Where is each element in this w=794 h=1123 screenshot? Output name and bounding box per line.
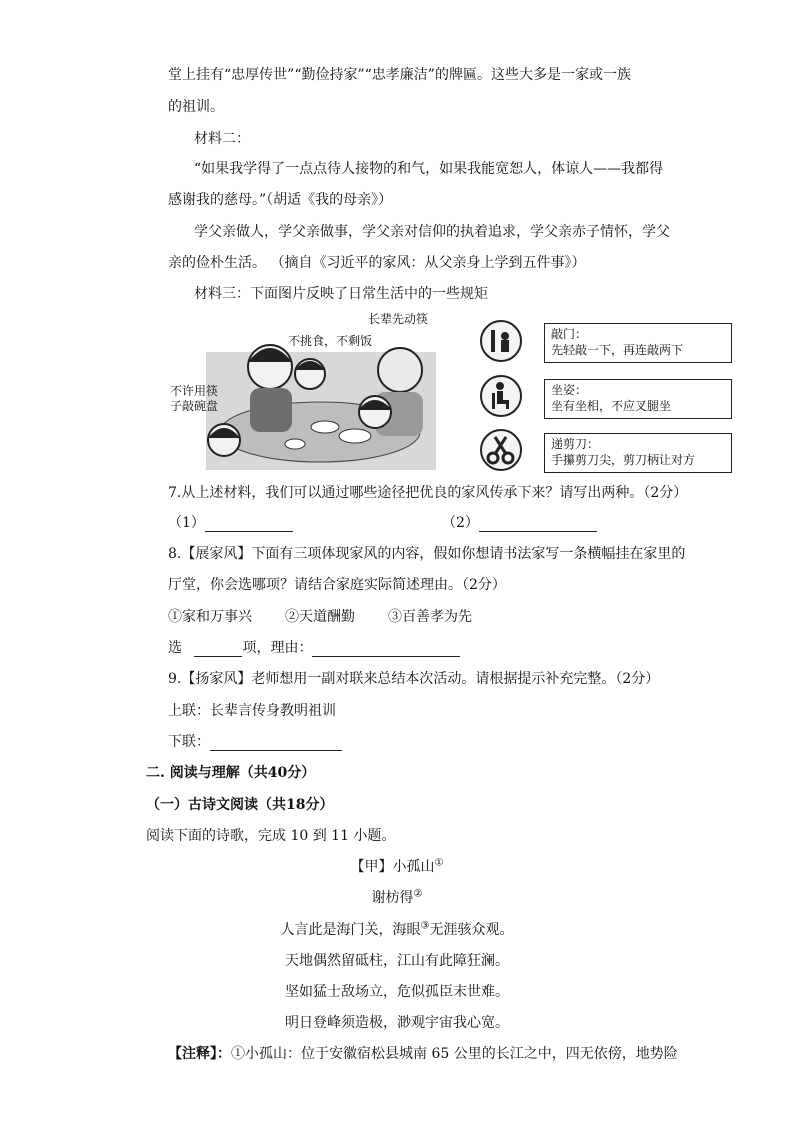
couplet-upper: 上联：长辈言传身教明祖训	[168, 703, 336, 719]
question-8: 厅堂，你会选哪项？请结合家庭实际简述理由。（2分）	[168, 577, 506, 593]
instruction: 阅读下面的诗歌，完成 10 到 11 小题。	[146, 828, 396, 844]
rule-text: 坐有坐相，不应叉腿坐	[551, 399, 672, 413]
material2-text: 学父亲做人，学父亲做事，学父亲对信仰的执着追求，学父亲赤子情怀，学父	[194, 224, 670, 240]
poem-line: 坚如猛士敌场立，危似孤臣末世难。	[285, 984, 509, 1000]
rule-box-scissors	[544, 433, 732, 473]
poem-line-text: 人言此是海门关，海眼	[280, 922, 421, 938]
section-title: 二. 阅读与理解（共40分）	[146, 765, 316, 781]
poem-line	[0, 921, 794, 939]
note-marker: ①	[434, 857, 444, 869]
q8-option: ①家和万事兴	[168, 609, 252, 625]
q8-answer-line	[168, 639, 460, 657]
q8-option: ③百善孝为先	[388, 609, 472, 625]
answer-blank[interactable]	[205, 517, 293, 532]
rule-box-sitting	[544, 379, 732, 419]
material1-line: 堂上挂有“忠厚传世”“勤俭持家”“忠孝廉洁”的牌匾。这些大多是一家或一族	[168, 67, 631, 83]
poem-line: 天地偶然留砥柱，江山有此障狂澜。	[285, 953, 509, 969]
couplet-lower	[168, 733, 342, 751]
note-marker: ②	[413, 888, 423, 900]
notes-text: ①小孤山：位于安徽宿松县城南 65 公里的长江之中，四无依傍，地势险	[231, 1046, 678, 1062]
q7-answer-2	[442, 514, 597, 532]
rule-box-knock	[544, 323, 732, 363]
answer-label: （2）	[442, 515, 479, 531]
door-knock-icon	[480, 320, 522, 362]
question-7: 7.从上述材料，我们可以通过哪些途径把优良的家风传承下来？请写出两种。（2分）	[168, 485, 688, 501]
answer-blank[interactable]	[479, 517, 597, 532]
subsection-title: （一）古诗文阅读（共18分）	[146, 797, 334, 813]
material3-heading: 材料三：下面图片反映了日常生活中的一些规矩	[194, 286, 488, 302]
lower-blank[interactable]	[210, 736, 342, 751]
label-no-tapping: 子敲碗盘	[170, 399, 219, 413]
label-not-picky: 不挑食，不剩饭	[288, 334, 373, 348]
question-9: 9.【扬家风】老师想用一副对联来总结本次活动。请根据提示补充完整。（2分）	[168, 671, 660, 687]
choose-label: 选	[168, 640, 182, 656]
label-no-tapping: 不许用筷	[170, 384, 219, 398]
label-elders-first: 长辈先动筷	[368, 312, 429, 326]
notes	[168, 1045, 678, 1063]
reason-label: 项，理由：	[242, 640, 313, 656]
question-8: 8.【展家风】下面有三项体现家风的内容，假如你想请书法家写一条横幅挂在家里的	[168, 546, 686, 562]
note-marker: ③	[420, 920, 430, 932]
material2-heading: 材料二：	[194, 131, 250, 147]
scissors-icon	[480, 429, 522, 471]
choice-blank[interactable]	[194, 642, 242, 657]
poem-line: 明日登峰须造极，渺观宇宙我心宽。	[285, 1015, 509, 1031]
poem-line-text: 无涯骇众观。	[429, 922, 514, 938]
q7-answer-1	[168, 514, 293, 532]
poem-title	[0, 858, 794, 876]
family-dining-illustration	[170, 312, 460, 472]
rule-title: 敲门：	[551, 327, 588, 341]
rule-text: 先轻敲一下，再连敲两下	[551, 343, 684, 357]
answer-label: （1）	[168, 515, 205, 531]
q8-option: ②天道酬勤	[285, 609, 355, 625]
rule-title: 坐姿：	[551, 383, 588, 397]
rule-text: 手攥剪刀尖，剪刀柄让对方	[551, 453, 696, 467]
poem-title-text: 【甲】小孤山	[350, 859, 435, 875]
reason-blank[interactable]	[312, 642, 460, 657]
material2-text: 亲的俭朴生活。 （摘自《习近平的家风：从父亲身上学到五件事》）	[168, 255, 586, 271]
poem-author	[0, 889, 794, 907]
material2-quote: 感谢我的慈母。”（胡适《我的母亲》）	[168, 192, 393, 208]
lower-label: 下联：	[168, 734, 210, 750]
notes-label: 【注释】：	[168, 1046, 231, 1062]
material2-quote: “如果我学得了一点点待人接物的和气，如果我能宽恕人，体谅人——我都得	[194, 161, 664, 177]
material1-line: 的祖训。	[168, 99, 224, 115]
rule-title: 递剪刀：	[551, 437, 600, 451]
sitting-icon	[480, 375, 522, 417]
poem-author-text: 谢枋得	[371, 890, 414, 906]
